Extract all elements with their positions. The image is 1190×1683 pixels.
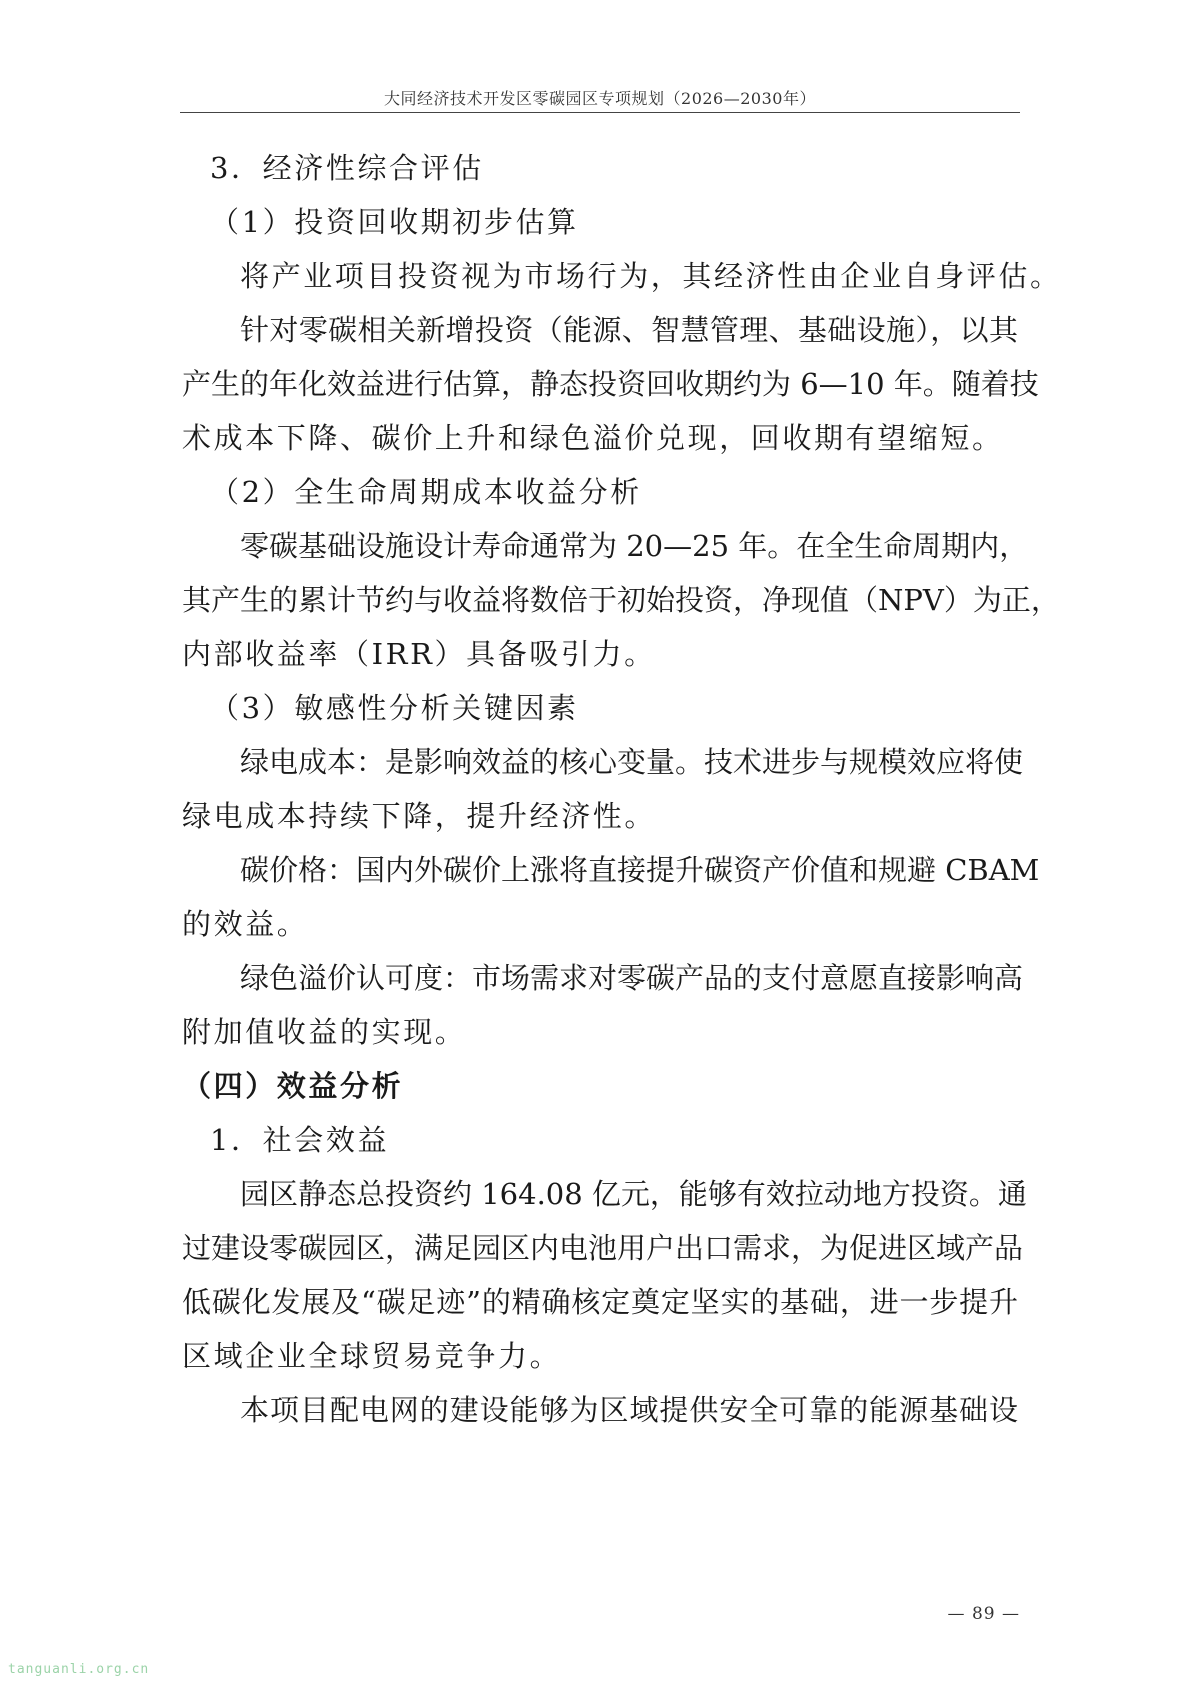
paragraph-line: 区域企业全球贸易竞争力。	[182, 1339, 562, 1373]
paragraph-line: 园区静态总投资约 164.08 亿元，能够有效拉动地方投资。通	[240, 1177, 1027, 1211]
paragraph-line: 术成本下降、碳价上升和绿色溢价兑现，回收期有望缩短。	[182, 421, 1004, 455]
paragraph-line: 碳价格：国内外碳价上涨将直接提升碳资产价值和规避 CBAM	[240, 853, 1040, 887]
paragraph-line: 零碳基础设施设计寿命通常为 20—25 年。在全生命周期内，	[240, 529, 1029, 563]
paragraph-line: 过建设零碳园区，满足园区内电池用户出口需求，为促进区域产品	[182, 1231, 1024, 1265]
paragraph-line: 绿电成本：是影响效益的核心变量。技术进步与规模效应将使	[240, 745, 1024, 779]
paragraph-line: 绿色溢价认可度：市场需求对零碳产品的支付意愿直接影响高	[240, 961, 1024, 995]
section-heading: 3．经济性综合评估	[210, 151, 484, 185]
running-header: 大同经济技术开发区零碳园区专项规划（2026—2030年）	[384, 89, 816, 108]
paragraph-line: 针对零碳相关新增投资（能源、智慧管理、基础设施），以其	[240, 313, 1018, 347]
paragraph-line: 内部收益率（IRR）具备吸引力。	[182, 637, 656, 671]
subsection-heading: （2）全生命周期成本收益分析	[210, 475, 642, 509]
paragraph-line: 的效益。	[182, 907, 309, 941]
header-divider	[180, 112, 1020, 113]
paragraph-line: 其产生的累计节约与收益将数倍于初始投资，净现值（NPV）为正，	[182, 583, 1060, 617]
subsection-heading: （3）敏感性分析关键因素	[210, 691, 579, 725]
paragraph-line: 将产业项目投资视为市场行为，其经济性由企业自身评估。	[240, 259, 1062, 293]
paragraph-line: 产生的年化效益进行估算，静态投资回收期约为 6—10 年。随着技	[182, 367, 1039, 401]
paragraph-line: 附加值收益的实现。	[182, 1015, 467, 1049]
chapter-heading: （四）效益分析	[182, 1069, 404, 1103]
subsection-heading: （1）投资回收期初步估算	[210, 205, 579, 239]
paragraph-line: 绿电成本持续下降，提升经济性。	[182, 799, 657, 833]
watermark: tanguanli.org.cn	[8, 1662, 150, 1677]
paragraph-line: 低碳化发展及“碳足迹”的精确核定奠定坚实的基础，进一步提升	[182, 1285, 1018, 1319]
paragraph-line: 本项目配电网的建设能够为区域提供安全可靠的能源基础设	[240, 1393, 1018, 1427]
section-heading: 1．社会效益	[210, 1123, 390, 1157]
page-number: — 89 —	[947, 1604, 1020, 1624]
